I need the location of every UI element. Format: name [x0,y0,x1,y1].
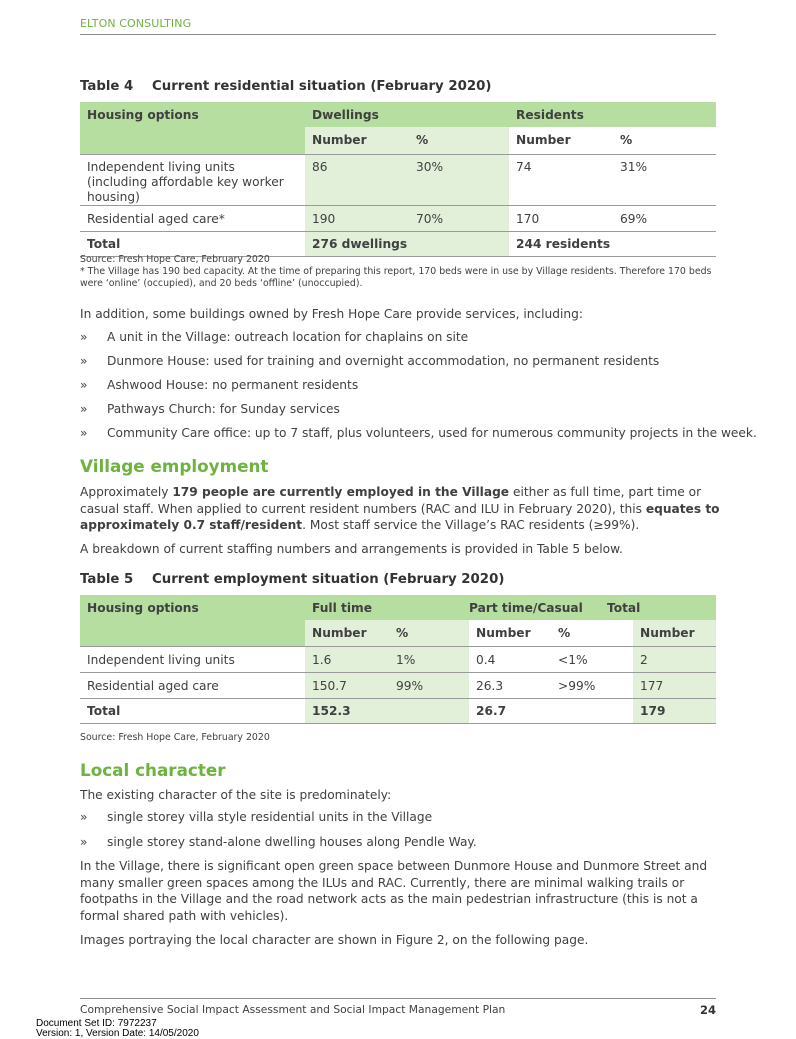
table4-subhead-d-pct: % [409,127,509,154]
table5-total-full: 152.3 [305,698,469,723]
table5-head-part-total [469,595,716,620]
table5-total-part: 26.7 [476,703,507,718]
section-heading-character: Local character [80,760,226,780]
table4-row-d-num: 190 [305,205,409,231]
table5-source: Source: Fresh Hope Care, February 2020 [80,732,270,743]
document-version: Version: 1, Version Date: 14/05/2020 [36,1028,199,1039]
page-footer [80,998,716,1016]
table5-row-f-num: 150.7 [305,672,389,698]
bullet-chevron-icon: » [80,426,88,440]
table4-subhead-d-number: Number [305,127,409,154]
bullet-chevron-icon: » [80,330,88,344]
table5-row-p-num: 0.4 [476,652,496,667]
table4-row-d-num: 86 [305,154,409,205]
table4-row-r-num: 170 [516,211,540,226]
list-item [80,426,757,440]
table4-row-label: Residential aged care* [87,211,225,226]
table5-row-label: Residential aged care [87,678,219,693]
list-item-text: single storey villa style residential units in the Village [107,810,433,824]
table4-total-row [80,231,716,256]
table4 [80,102,716,257]
list-item-text: Dunmore House: used for training and overnight accommodation, no permanent residents [107,354,660,368]
table4-row [80,154,716,205]
table5-total-row [80,698,716,723]
table5-row-label: Independent living units [87,652,235,667]
table4-head-dwellings: Dwellings [312,108,379,122]
document-set-id: Document Set ID: 7972237 [36,1018,157,1029]
table5-head-full: Full time [312,601,372,615]
table5-row [80,646,716,672]
bullet-chevron-icon: » [80,354,88,368]
table5-head-total: Total [607,601,641,615]
table5-caption-text: Current employment situation (February 2020) [152,572,505,587]
bullet-chevron-icon: » [80,402,88,416]
table5-row-f-pct: 99% [389,672,469,698]
table5-head-part: Part time/Casual [469,601,583,615]
table4-row-r-num: 74 [516,159,532,174]
character-paragraph-2: Images portraying the local character are shown in Figure 2, on the following page. [80,933,589,947]
list-item-text: Ashwood House: no permanent residents [107,378,359,392]
text-run: either as full time, part time or casual staff. When applied to current resident numbers (RAC and ILU in February 2020), this [80,485,702,516]
table5-row-t-num: 2 [633,646,716,672]
table5-row [80,672,716,698]
table4-head-residents: Residents [516,108,584,122]
list-item-text: single storey stand-alone dwelling houses along Pendle Way. [107,835,477,849]
table4-row [80,205,716,231]
employment-paragraph-2: A breakdown of current staffing numbers and arrangements is provided in Table 5 below. [80,542,623,556]
table4-footnote: * The Village has 190 bed capacity. At the time of preparing this report, 170 beds were in use by Village residents. Therefore 170 beds were ‘online’ (occupied), and 20 beds ‘offline’ (unoccupied). [80,266,712,289]
table5-row-f-num: 1.6 [305,646,389,672]
section-heading-employment: Village employment [80,456,269,476]
table4-total-label: Total [87,236,121,251]
table5-subhead-t-number: Number [633,620,716,646]
table5-subhead-p-pct: % [551,620,633,646]
table4-row-r-pct: 31% [620,159,648,174]
table5-caption [80,572,504,587]
employment-paragraph [80,484,720,534]
table4-total-dwellings: 276 dwellings [305,231,509,256]
text-run: . Most staff service the Village’s RAC residents (≥99%). [302,518,640,532]
bullet-chevron-icon: » [80,810,88,824]
list-item [80,354,720,368]
table5-subhead-p-number: Number [469,620,551,646]
bullet-chevron-icon: » [80,835,88,849]
footer-title: Comprehensive Social Impact Assessment and Social Impact Management Plan [80,1003,506,1016]
table4-source [80,254,720,290]
table5-row-t-num: 177 [633,672,716,698]
list-item [80,378,720,392]
page-number: 24 [699,1003,716,1017]
table5-total-label: Total [87,703,121,718]
header-org-name: ELTON CONSULTING [80,17,192,30]
table4-caption-text: Current residential situation (February 2020) [152,79,492,94]
table4-subhead-r-number: Number [509,127,613,154]
list-item [80,810,720,824]
table5-subhead-f-pct: % [389,620,469,646]
table4-subhead-r-pct: % [613,127,716,154]
text-run-bold: 179 people are currently employed in the Village [172,485,510,499]
table5-row-p-pct: >99% [558,678,596,693]
table4-row-label: Independent living units (including affordable key worker housing) [87,159,284,204]
list-item [80,330,720,344]
bullet-chevron-icon: » [80,378,88,392]
table4-source-line: Source: Fresh Hope Care, February 2020 [80,254,270,265]
table4-caption-number: Table 4 [80,79,134,94]
table4-caption [80,79,491,94]
list-item [80,402,720,416]
table5-row-p-num: 26.3 [476,678,504,693]
character-intro: The existing character of the site is predominately: [80,788,392,802]
table5-total-total: 179 [633,698,716,723]
table5-row-p-pct: <1% [558,652,588,667]
list-item [80,835,720,849]
list-item-text: Community Care office: up to 7 staff, plus volunteers, used for numerous community projects in the week. [107,426,757,440]
table5-caption-number: Table 5 [80,572,134,587]
list-item-text: A unit in the Village: outreach location for chaplains on site [107,330,469,344]
table4-row-r-pct: 69% [620,211,648,226]
table4-head-housing: Housing options [87,108,199,122]
table5-row-f-pct: 1% [389,646,469,672]
table4-row-d-pct: 30% [409,154,509,205]
text-run-bold: equates to approximately 0.7 staff/resident [80,501,720,532]
services-intro: In addition, some buildings owned by Fresh Hope Care provide services, including: [80,307,583,321]
page-header [80,17,716,35]
table5 [80,595,716,724]
table4-row-d-pct: 70% [409,205,509,231]
table5-subhead-f-number: Number [305,620,389,646]
character-paragraph: In the Village, there is significant open green space between Dunmore House and Dunmore Street and many smaller green spaces among the ILUs and RAC. Currently, there are minimal walking trails or footpaths in the Village and the road network acts as the main pedestrian infrastructure (this is not a formal shared path with vehicles). [80,859,708,923]
text-run: Approximately [80,485,173,499]
table5-head-housing: Housing options [87,601,199,615]
table4-total-residents: 244 residents [516,236,611,251]
list-item-text: Pathways Church: for Sunday services [107,402,340,416]
